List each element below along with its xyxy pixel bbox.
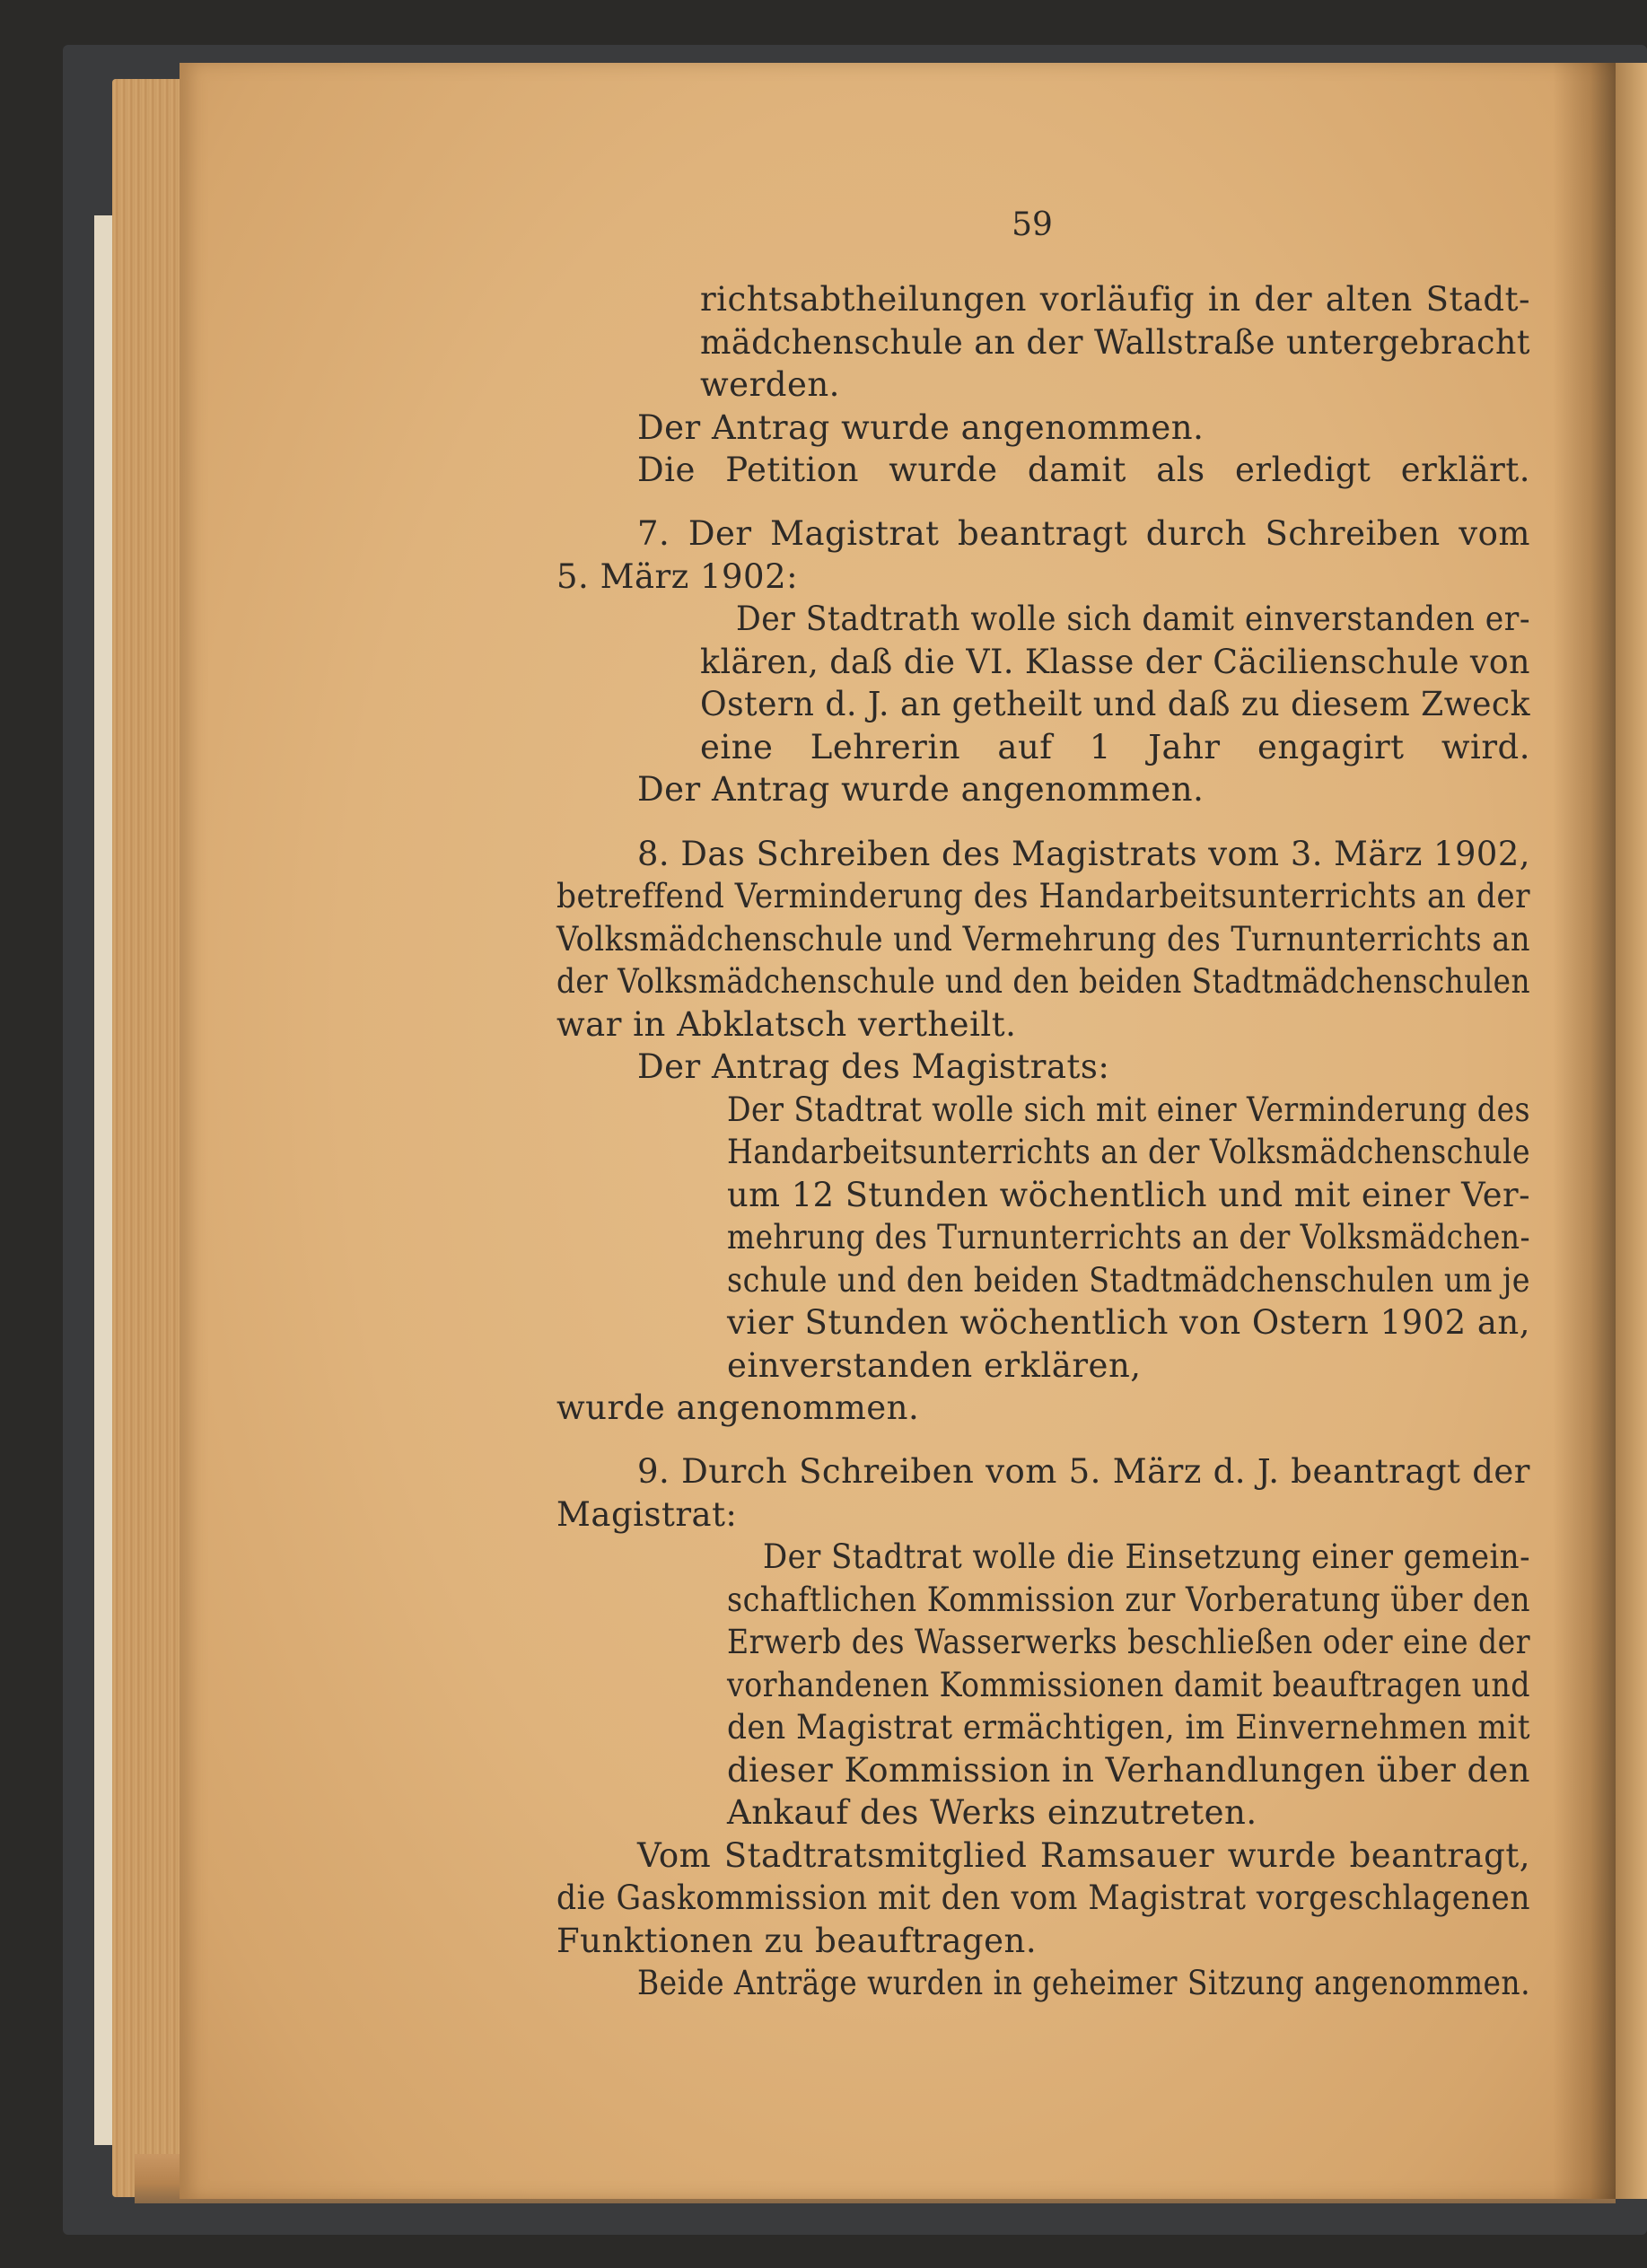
text-line: Handarbeitsunterrichts an der Volksmädchenschule — [727, 1133, 1530, 1171]
text-line: einverstanden erklären, — [727, 1345, 1142, 1385]
text-line: mädchenschule an der Wallstraße untergebracht — [700, 322, 1530, 362]
text-line: Der Stadtrat wolle sich mit einer Verminderung des — [727, 1090, 1530, 1129]
text-line: werden. — [700, 365, 840, 404]
text-line: richtsabtheilungen vorläufig in der alten Stadt- — [700, 280, 1530, 319]
text-line: klären, daß die VI. Klasse der Cäcilienschule von — [700, 642, 1530, 681]
text-line: Ankauf des Werks einzutreten. — [727, 1793, 1257, 1833]
text-line: schaftlichen Kommission zur Vorberatung über den — [727, 1580, 1530, 1619]
text-line: dieser Kommission in Verhandlungen über den — [727, 1750, 1530, 1790]
text-line: 5. März 1902: — [556, 556, 799, 596]
text-line: Die Petition wurde damit als erledigt erklärt. — [637, 451, 1530, 489]
text-line: Erwerb des Wasserwerks beschließen oder eine der — [727, 1623, 1530, 1662]
text-line: Magistrat: — [556, 1494, 738, 1534]
text-line: Vom Stadtratsmitglied Ramsauer wurde beantragt, — [637, 1835, 1530, 1875]
text-line: eine Lehrerin auf 1 Jahr engagirt wird. — [700, 727, 1530, 766]
text-line: 9. Durch Schreiben vom 5. März d. J. beantragt der — [637, 1452, 1530, 1492]
text-line: mehrung des Turnunterrichts an der Volksmädchen- — [727, 1218, 1530, 1257]
text-line: 8. Das Schreiben des Magistrats vom 3. März 1902, — [637, 834, 1530, 873]
text-line: Der Antrag wurde angenommen. — [637, 407, 1205, 447]
text-line: betreffend Verminderung des Handarbeitsunterrichts an der — [556, 877, 1530, 915]
text-line: Der Stadtrath wolle sich damit einverstanden er- — [736, 600, 1530, 639]
text-line: wurde angenommen. — [556, 1388, 920, 1427]
page-number: 59 — [1012, 206, 1053, 243]
text-line: vier Stunden wöchentlich von Ostern 1902 an, — [727, 1303, 1530, 1342]
text-line: die Gaskommission mit den vom Magistrat vorgeschlagenen — [556, 1878, 1530, 1918]
text-line: um 12 Stunden wöchentlich und mit einer Ver- — [727, 1175, 1530, 1214]
text-line: der Volksmädchenschule und den beiden Stadtmädchenschulen — [556, 962, 1530, 1001]
text-line: Der Stadtrat wolle die Einsetzung einer gemein- — [763, 1537, 1530, 1577]
text-line: vorhandenen Kommissionen damit beauftragen und — [727, 1665, 1530, 1704]
text-line: Beide Anträge wurden in geheimer Sitzung angenommen. — [637, 1964, 1530, 2003]
page-gutter — [1553, 63, 1616, 2199]
text-line: Ostern d. J. an getheilt und daß zu diesem Zweck — [700, 685, 1530, 724]
text-line: Funktionen zu beauftragen. — [556, 1921, 1038, 1960]
text-line: 7. Der Magistrat beantragt durch Schreiben vom — [637, 514, 1530, 554]
facing-page-edge — [1611, 63, 1647, 2199]
text-line: Der Antrag wurde angenommen. — [637, 770, 1205, 810]
text-line: schule und den beiden Stadtmädchenschulen um je — [727, 1260, 1530, 1300]
text-line: Volksmädchenschule und Vermehrung des Turnunterrichts an — [556, 919, 1530, 959]
text-line: war in Abklatsch vertheilt. — [556, 1004, 1017, 1044]
text-line: Der Antrag des Magistrats: — [637, 1047, 1110, 1086]
text-line: den Magistrat ermächtigen, im Einvernehmen mit — [727, 1708, 1530, 1747]
